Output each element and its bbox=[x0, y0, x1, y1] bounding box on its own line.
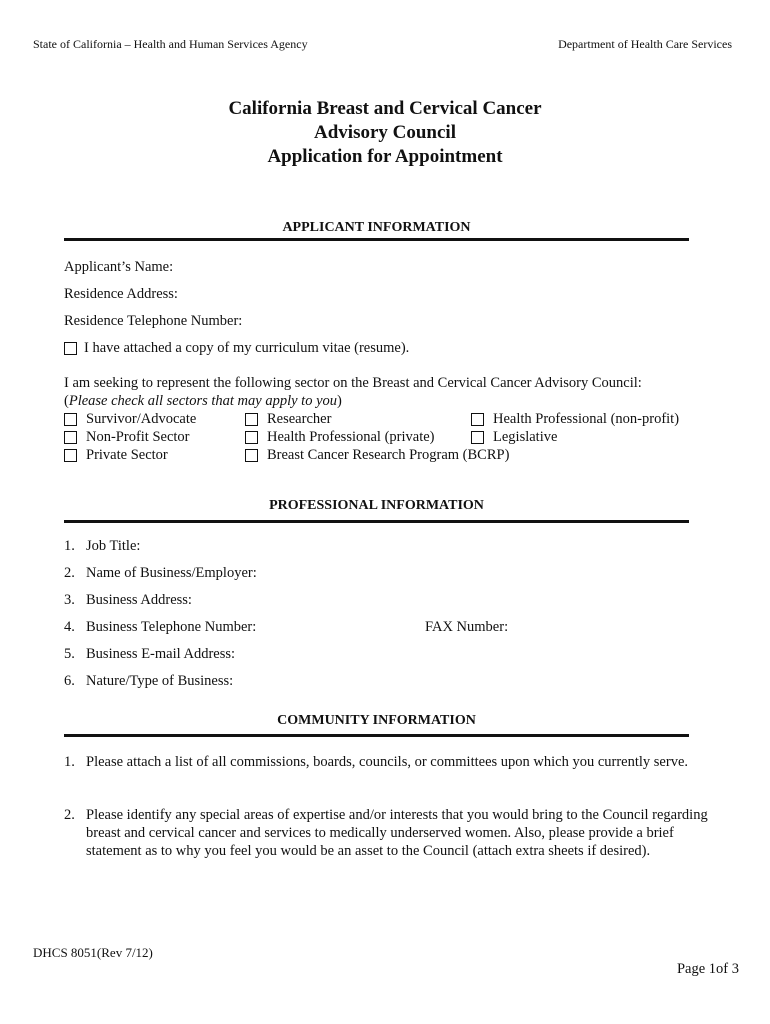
community-item-2: 2. Please identify any special areas of expertise and/or interests that you would bring to the Council regarding breast and cervical cancer and services to medically underserved women. Also, please provide a brief statement as to why you feel you would be an asset to the Council (attach extra sheets if desired). bbox=[64, 807, 708, 859]
business-address-label: Business Address: bbox=[86, 592, 192, 608]
business-type-label: Nature/Type of Business: bbox=[86, 673, 234, 689]
sector-note: (Please check all sectors that may apply to you) bbox=[64, 393, 342, 409]
employer-item: 2. Name of Business/Employer: bbox=[64, 565, 257, 581]
sector-survivor-label: Survivor/Advocate bbox=[86, 411, 197, 427]
section-divider bbox=[64, 238, 689, 241]
title-line-1: California Breast and Cervical Cancer bbox=[228, 98, 542, 119]
sector-legislative-checkbox[interactable] bbox=[471, 431, 484, 444]
sector-health-private-checkbox[interactable] bbox=[245, 431, 258, 444]
sector-private-row bbox=[64, 447, 168, 464]
sector-health-private-label: Health Professional (private) bbox=[267, 429, 435, 445]
sector-bcrp-checkbox[interactable] bbox=[245, 449, 258, 462]
sector-legislative-row bbox=[471, 429, 557, 446]
section-divider bbox=[64, 520, 689, 523]
department-header: Department of Health Care Services bbox=[558, 37, 732, 51]
sector-private-checkbox[interactable] bbox=[64, 449, 77, 462]
sector-researcher-row bbox=[245, 411, 331, 428]
sector-bcrp-row bbox=[245, 447, 509, 464]
title-line-2: Advisory Council bbox=[314, 122, 456, 143]
applicant-name-label: Applicant’s Name: bbox=[64, 259, 174, 275]
sector-nonprofit-row bbox=[64, 429, 190, 446]
job-title-label: Job Title: bbox=[86, 538, 141, 554]
community-item-1-text: Please attach a list of all commissions, boards, councils, or committees upon which you currently serve. bbox=[86, 754, 689, 770]
business-email-label: Business E-mail Address: bbox=[86, 646, 236, 662]
sector-health-nonprofit-checkbox[interactable] bbox=[471, 413, 484, 426]
sector-researcher-label: Researcher bbox=[267, 411, 332, 427]
sector-researcher-checkbox[interactable] bbox=[245, 413, 258, 426]
community-section-heading: COMMUNITY INFORMATION bbox=[277, 713, 476, 728]
business-type-item: 6. Nature/Type of Business: bbox=[64, 673, 234, 689]
sector-survivor-checkbox[interactable] bbox=[64, 413, 77, 426]
cv-attached-row bbox=[64, 340, 409, 357]
employer-label: Name of Business/Employer: bbox=[86, 565, 257, 581]
form-id: DHCS 8051(Rev 7/12) bbox=[33, 945, 153, 960]
sector-health-nonprofit-label: Health Professional (non-profit) bbox=[493, 411, 680, 427]
sector-intro: I am seeking to represent the following sector on the Breast and Cervical Cancer Advisory Council: bbox=[64, 375, 642, 391]
residence-address-label: Residence Address: bbox=[64, 286, 178, 302]
business-address-item: 3. Business Address: bbox=[64, 592, 192, 608]
sector-legislative-label: Legislative bbox=[493, 429, 558, 445]
sector-health-private-row bbox=[245, 429, 435, 446]
sector-note-text: Please check all sectors that may apply to you bbox=[68, 393, 338, 409]
form-title bbox=[0, 97, 770, 169]
sector-nonprofit-checkbox[interactable] bbox=[64, 431, 77, 444]
sector-health-nonprofit-row bbox=[471, 411, 679, 428]
cv-attached-checkbox[interactable] bbox=[64, 342, 77, 355]
professional-section-heading: PROFESSIONAL INFORMATION bbox=[269, 498, 484, 513]
fax-number-label: FAX Number: bbox=[425, 619, 509, 635]
applicant-section-heading: APPLICANT INFORMATION bbox=[282, 220, 471, 235]
page-number: Page 1of 3 bbox=[676, 961, 739, 977]
residence-phone-label: Residence Telephone Number: bbox=[64, 313, 243, 329]
sector-bcrp-label: Breast Cancer Research Program (BCRP) bbox=[267, 447, 510, 463]
business-phone-label: Business Telephone Number: bbox=[86, 619, 257, 635]
business-email-item: 5. Business E-mail Address: bbox=[64, 646, 236, 662]
job-title-item: 1. Job Title: bbox=[64, 538, 141, 554]
section-divider bbox=[64, 734, 689, 737]
business-phone-item: 4. Business Telephone Number: bbox=[64, 619, 257, 635]
title-line-3: Application for Appointment bbox=[267, 146, 503, 167]
cv-attached-label: I have attached a copy of my curriculum vitae (resume). bbox=[84, 340, 410, 356]
community-item-2-text: Please identify any special areas of expertise and/or interests that you would bring to the Council regarding breast and cervical cancer and services to medically underserved women. Also, please provide a brief statement as to why you feel you would be an asset to the Council (attach extra sheets if desired). bbox=[86, 807, 708, 859]
sector-survivor-row bbox=[64, 411, 196, 428]
community-item-1: 1. Please attach a list of all commissions, boards, councils, or committees upon which you currently serve. bbox=[64, 754, 689, 770]
agency-header: State of California – Health and Human Services Agency bbox=[33, 37, 308, 51]
sector-nonprofit-label: Non-Profit Sector bbox=[86, 429, 190, 445]
sector-private-label: Private Sector bbox=[86, 447, 168, 463]
